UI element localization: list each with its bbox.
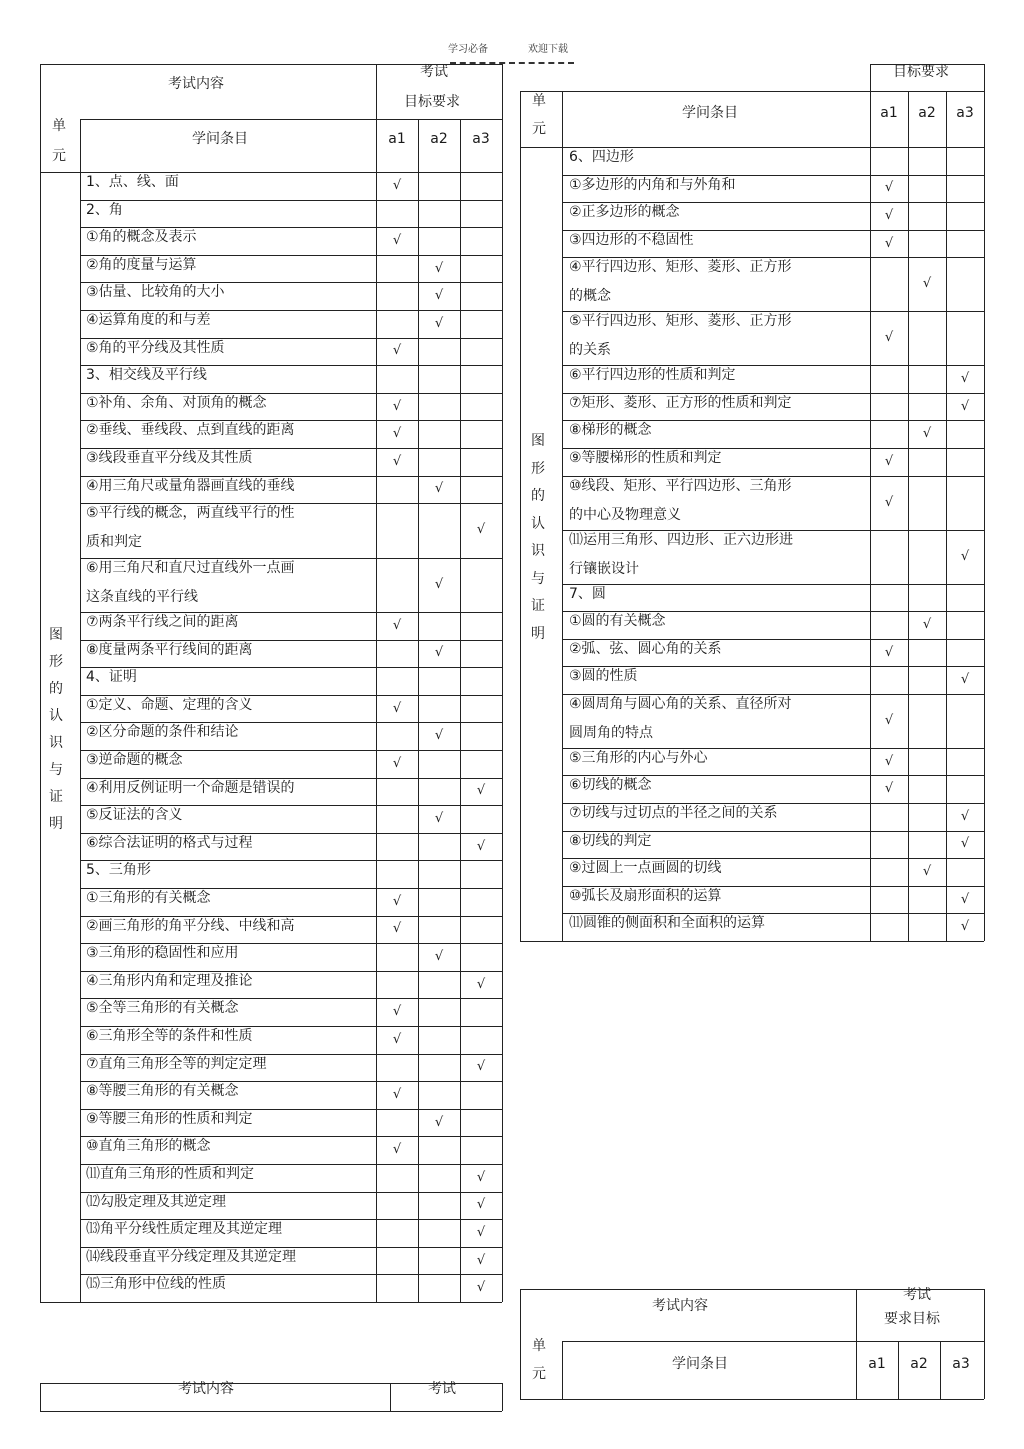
- right-row-text: ⑾圆锥的侧面积和全面积的运算: [569, 915, 765, 932]
- left-header-target-line1: 考试: [420, 64, 448, 80]
- check-mark: √: [884, 781, 894, 797]
- left-row-text: ⑥用三角尺和直尺过直线外一点画: [86, 559, 295, 576]
- bottom-right-content: 考试内容: [652, 1298, 708, 1314]
- left-header-a2: a2: [430, 131, 448, 147]
- table-vline: [984, 1289, 985, 1399]
- table-hline: [562, 420, 984, 421]
- right-row-text: ①圆的有关概念: [569, 613, 666, 630]
- check-mark: √: [884, 180, 894, 196]
- table-vline: [520, 91, 521, 941]
- left-row-text: ⒂三角形中位线的性质: [86, 1276, 226, 1293]
- check-mark: √: [434, 260, 444, 276]
- left-row-text: ⑧等腰三角形的有关概念: [86, 1083, 239, 1100]
- table-hline: [80, 722, 502, 723]
- table-hline: [80, 1247, 502, 1248]
- unit-char: 识: [49, 735, 63, 751]
- check-mark: √: [434, 645, 444, 661]
- table-hline: [562, 748, 984, 749]
- right-row-text: ④圆周角与圆心角的关系、直径所对: [569, 695, 792, 712]
- check-mark: √: [476, 1280, 486, 1296]
- check-mark: √: [476, 1224, 486, 1240]
- table-hline: [562, 311, 984, 312]
- table-hline: [80, 282, 502, 283]
- table-hline: [80, 971, 502, 972]
- table-vline: [940, 1341, 941, 1399]
- check-mark: √: [434, 315, 444, 331]
- bottom-right-unit-line2: 元: [532, 1366, 546, 1382]
- bottom-right-items: 学问条目: [672, 1356, 728, 1372]
- check-mark: √: [476, 1252, 486, 1268]
- check-mark: √: [476, 976, 486, 992]
- check-mark: √: [476, 522, 486, 538]
- table-hline: [40, 1383, 502, 1384]
- check-mark: √: [392, 233, 402, 248]
- left-row-text-cont: 这条直线的平行线: [86, 588, 198, 605]
- table-hline: [80, 750, 502, 751]
- check-mark: √: [434, 948, 444, 964]
- left-row-text: ⑩直角三角形的概念: [86, 1138, 211, 1155]
- table-hline: [562, 775, 984, 776]
- check-mark: √: [392, 893, 402, 909]
- left-header-unit-line2: 元: [52, 148, 66, 164]
- right-row-text-cont: 的概念: [569, 288, 611, 305]
- right-row-text-cont: 的关系: [569, 342, 611, 359]
- table-hline: [562, 639, 984, 640]
- table-hline: [80, 393, 502, 394]
- table-hline: [80, 1136, 502, 1137]
- left-row-text: ⑤全等三角形的有关概念: [86, 1000, 239, 1017]
- table-hline: [80, 255, 502, 256]
- right-row-text: ③四边形的不稳固性: [569, 231, 694, 248]
- table-hline: [80, 1081, 502, 1082]
- right-row-text: ②弧、弦、圆心角的关系: [569, 640, 722, 657]
- table-hline: [562, 584, 984, 585]
- left-header-target-line2: 目标要求: [404, 94, 460, 110]
- table-hline: [80, 200, 502, 201]
- left-row-text: ①三角形的有关概念: [86, 889, 211, 906]
- check-mark: √: [434, 728, 444, 744]
- table-vline: [376, 64, 377, 1302]
- table-hline: [80, 667, 502, 668]
- check-mark: √: [476, 1169, 486, 1185]
- right-row-text-cont: 圆周角的特点: [569, 724, 653, 741]
- right-row-text: ⑨等腰梯形的性质和判定: [569, 450, 722, 467]
- table-hline: [562, 858, 984, 859]
- bottom-left-target: 考试: [428, 1381, 456, 1397]
- check-mark: √: [922, 616, 932, 632]
- check-mark: √: [392, 398, 402, 414]
- unit-char: 形: [531, 460, 545, 477]
- check-mark: √: [884, 235, 894, 251]
- right-header-unit-line2: 元: [532, 121, 546, 137]
- table-hline: [80, 338, 502, 339]
- left-row-text: ⑤角的平分线及其性质: [86, 339, 225, 356]
- table-vline: [898, 1341, 899, 1399]
- right-row-text: 7、圆: [569, 585, 606, 602]
- left-header-a1: a1: [388, 131, 406, 147]
- check-mark: √: [392, 1086, 402, 1102]
- check-mark: √: [392, 426, 402, 442]
- bottom-right-a2: a2: [910, 1356, 928, 1372]
- table-hline: [40, 172, 502, 173]
- check-mark: √: [884, 644, 894, 660]
- left-row-text: ①定义、命题、定理的含义: [86, 696, 253, 713]
- right-header-a1: a1: [880, 105, 898, 121]
- check-mark: √: [392, 1031, 402, 1047]
- table-hline: [80, 695, 502, 696]
- table-hline: [40, 64, 502, 65]
- check-mark: √: [392, 921, 402, 937]
- left-row-text: ④用三角尺或量角器画直线的垂线: [86, 477, 295, 494]
- table-hline: [562, 530, 984, 531]
- table-hline: [80, 1274, 502, 1275]
- table-hline: [80, 998, 502, 999]
- table-hline: [80, 1109, 502, 1110]
- table-hline: [80, 365, 502, 366]
- table-hline: [80, 916, 502, 917]
- check-mark: √: [434, 481, 444, 497]
- table-vline: [40, 1383, 41, 1411]
- right-header-a3: a3: [956, 105, 974, 121]
- check-mark: √: [960, 398, 970, 414]
- table-hline: [562, 611, 984, 612]
- right-row-text-cont: 的中心及物理意义: [569, 506, 681, 523]
- left-row-text: ⑿勾股定理及其逆定理: [86, 1193, 226, 1210]
- check-mark: √: [392, 453, 402, 469]
- right-row-text: ①多边形的内角和与外角和: [569, 176, 736, 193]
- check-mark: √: [884, 753, 894, 769]
- unit-char: 的: [49, 681, 63, 697]
- page-header-right: 欢迎下载: [528, 44, 568, 55]
- right-row-text: ⑨过圆上一点画圆的切线: [569, 860, 722, 877]
- table-hline: [80, 119, 376, 120]
- check-mark: √: [960, 891, 970, 907]
- table-hline: [562, 393, 984, 394]
- check-mark: √: [960, 672, 970, 688]
- table-hline: [520, 91, 870, 92]
- left-row-text: 4、证明: [86, 669, 137, 686]
- table-hline: [80, 227, 502, 228]
- table-hline: [80, 640, 502, 641]
- table-hline: [870, 64, 984, 65]
- table-hline: [80, 420, 502, 421]
- table-hline: [80, 1192, 502, 1193]
- left-header-a3: a3: [472, 131, 490, 147]
- table-hline: [562, 666, 984, 667]
- check-mark: √: [960, 371, 970, 387]
- table-vline: [520, 1289, 521, 1399]
- bottom-right-unit-line1: 单: [532, 1338, 546, 1354]
- left-row-text: ④运算角度的和与差: [86, 312, 211, 328]
- table-hline: [562, 886, 984, 887]
- table-hline: [80, 503, 502, 504]
- table-hline: [562, 476, 984, 477]
- check-mark: √: [922, 864, 932, 880]
- check-mark: √: [960, 919, 970, 935]
- unit-char: 识: [531, 543, 545, 559]
- table-hline: [80, 1164, 502, 1165]
- table-vline: [460, 119, 461, 1302]
- table-hline: [80, 778, 502, 779]
- table-hline: [562, 831, 984, 832]
- right-row-text: ⑤平行四边形、矩形、菱形、正方形: [569, 313, 792, 330]
- right-row-text: ⑤三角形的内心与外心: [569, 749, 708, 766]
- table-hline: [40, 1411, 502, 1412]
- left-row-text: 1、点、线、面: [86, 174, 179, 190]
- check-mark: √: [392, 755, 402, 771]
- table-hline: [80, 860, 502, 861]
- unit-char: 形: [49, 654, 63, 670]
- table-vline: [908, 91, 909, 941]
- unit-char: 证: [531, 598, 545, 614]
- check-mark: √: [476, 783, 486, 799]
- check-mark: √: [434, 1114, 444, 1130]
- table-hline: [520, 1399, 984, 1400]
- check-mark: √: [392, 343, 402, 359]
- left-row-text: ④三角形内角和定理及推论: [86, 972, 253, 989]
- check-mark: √: [960, 808, 970, 824]
- right-row-text: ⑧切线的判定: [569, 832, 652, 849]
- unit-char: 明: [531, 625, 545, 642]
- table-vline: [390, 1383, 391, 1411]
- unit-char: 认: [531, 515, 545, 532]
- check-mark: √: [476, 838, 486, 854]
- right-row-text: ③圆的性质: [569, 668, 638, 685]
- table-hline: [80, 805, 502, 806]
- left-header-items: 学问条目: [192, 131, 248, 147]
- check-mark: √: [884, 207, 894, 223]
- left-row-text: ③三角形的稳固性和应用: [86, 945, 239, 962]
- check-mark: √: [392, 1004, 402, 1020]
- left-row-text: ⑨等腰三角形的性质和判定: [86, 1110, 253, 1127]
- left-row-text: ③逆命题的概念: [86, 751, 183, 768]
- right-row-text: 6、四边形: [569, 149, 634, 165]
- table-hline: [80, 833, 502, 834]
- table-vline: [870, 64, 871, 941]
- left-row-text: 2、角: [86, 201, 123, 218]
- left-row-text: ⑤反证法的含义: [86, 807, 183, 824]
- table-vline: [856, 1289, 857, 1399]
- table-hline: [562, 202, 984, 203]
- table-hline: [562, 1341, 856, 1342]
- left-row-text: ②画三角形的角平分线、中线和高: [86, 917, 295, 934]
- unit-char: 与: [49, 762, 63, 778]
- right-row-text: ⑥平行四边形的性质和判定: [569, 367, 736, 384]
- table-hline: [562, 913, 984, 914]
- right-row-text: ⑧梯形的概念: [569, 422, 652, 439]
- table-hline: [520, 1289, 984, 1290]
- check-mark: √: [922, 426, 932, 442]
- table-hline: [80, 943, 502, 944]
- right-row-text: ⑩线段、矩形、平行四边形、三角形: [569, 477, 792, 494]
- table-vline: [984, 64, 985, 941]
- right-row-text: ⑦矩形、菱形、正方形的性质和判定: [569, 394, 792, 411]
- left-row-text: ⑤平行线的概念，两直线平行的性: [86, 505, 295, 522]
- check-mark: √: [434, 288, 444, 304]
- check-mark: √: [434, 576, 444, 592]
- right-row-text: ⑦切线与过切点的半径之间的关系: [569, 805, 778, 822]
- table-hline: [80, 448, 502, 449]
- table-vline: [502, 64, 503, 1302]
- table-hline: [80, 612, 502, 613]
- page-header-left: 学习必备: [448, 44, 488, 55]
- table-hline: [520, 941, 984, 942]
- table-hline: [562, 448, 984, 449]
- right-row-text: ⑾运用三角形、四边形、正六边形进: [569, 531, 793, 548]
- check-mark: √: [476, 1059, 486, 1075]
- check-mark: √: [392, 617, 402, 633]
- right-row-text: ⑩弧长及扇形面积的运算: [569, 887, 722, 904]
- right-header-target: 目标要求: [893, 64, 949, 80]
- table-hline: [520, 147, 984, 148]
- right-header-unit-line1: 单: [532, 93, 546, 109]
- unit-char: 证: [49, 789, 63, 805]
- bottom-right-a3: a3: [952, 1356, 970, 1372]
- left-row-text: ⒀角平分线性质定理及其逆定理: [86, 1221, 282, 1238]
- table-vline: [502, 1383, 503, 1411]
- check-mark: √: [960, 836, 970, 852]
- unit-char: 图: [49, 627, 63, 643]
- left-row-text: 5、三角形: [86, 862, 151, 879]
- table-hline: [80, 888, 502, 889]
- left-header-unit-line1: 单: [52, 118, 66, 134]
- left-row-text: ⑦两条平行线之间的距离: [86, 613, 239, 630]
- table-hline: [376, 119, 502, 120]
- table-vline: [562, 91, 563, 941]
- table-hline: [870, 91, 984, 92]
- left-row-text: ⑥三角形全等的条件和性质: [86, 1027, 253, 1044]
- left-row-text: ⒁线段垂直平分线定理及其逆定理: [86, 1248, 296, 1265]
- bottom-left-content: 考试内容: [178, 1381, 234, 1397]
- left-row-text: ①补角、余角、对顶角的概念: [86, 394, 267, 411]
- left-row-text: 3、相交线及平行线: [86, 367, 207, 384]
- left-row-text: ④利用反例证明一个命题是错误的: [86, 779, 295, 796]
- left-row-text-cont: 质和判定: [86, 534, 142, 551]
- bottom-right-target-line1: 考试: [903, 1287, 931, 1303]
- table-hline: [562, 803, 984, 804]
- left-row-text: ⑥综合法证明的格式与过程: [86, 834, 253, 851]
- check-mark: √: [476, 1197, 486, 1213]
- right-row-text: ④平行四边形、矩形、菱形、正方形: [569, 259, 792, 276]
- unit-char: 图: [531, 433, 545, 449]
- left-row-text: ⑦直角三角形全等的判定定理: [86, 1055, 267, 1072]
- unit-char: 认: [49, 708, 63, 724]
- left-row-text: ②角的度量与运算: [86, 256, 197, 273]
- left-row-text: ①角的概念及表示: [86, 229, 197, 246]
- table-hline: [562, 365, 984, 366]
- check-mark: √: [884, 494, 894, 510]
- left-row-text: ⑧度量两条平行线间的距离: [86, 641, 253, 658]
- right-row-text-cont: 行镶嵌设计: [569, 560, 639, 577]
- unit-char: 与: [531, 570, 545, 587]
- left-row-text: ②区分命题的条件和结论: [86, 724, 239, 741]
- right-header-a2: a2: [918, 105, 936, 121]
- table-hline: [80, 558, 502, 559]
- left-row-text: ③线段垂直平分线及其性质: [86, 450, 253, 466]
- check-mark: √: [392, 700, 402, 716]
- table-vline: [40, 64, 41, 1302]
- table-hline: [562, 175, 984, 176]
- left-header-content: 考试内容: [168, 76, 224, 92]
- unit-char: 明: [49, 816, 63, 832]
- table-hline: [562, 694, 984, 695]
- right-row-text: ⑥切线的概念: [569, 777, 652, 794]
- check-mark: √: [392, 1142, 402, 1158]
- left-row-text: ⑾直角三角形的性质和判定: [86, 1165, 254, 1182]
- table-hline: [80, 476, 502, 477]
- check-mark: √: [884, 330, 894, 346]
- right-header-items: 学问条目: [682, 105, 738, 121]
- bottom-right-target-line2: 要求目标: [884, 1311, 940, 1327]
- bottom-right-a1: a1: [868, 1356, 886, 1372]
- left-row-text: ③估量、比较角的大小: [86, 284, 225, 301]
- table-hline: [40, 1302, 502, 1303]
- table-hline: [856, 1341, 984, 1342]
- check-mark: √: [922, 276, 932, 292]
- check-mark: √: [434, 810, 444, 826]
- table-vline: [562, 1341, 563, 1399]
- right-row-text: ②正多边形的概念: [569, 204, 680, 221]
- table-vline: [80, 119, 81, 1302]
- check-mark: √: [960, 548, 970, 564]
- table-vline: [946, 91, 947, 941]
- table-hline: [562, 230, 984, 231]
- left-row-text: ②垂线、垂线段、点到直线的距离: [86, 422, 295, 439]
- check-mark: √: [884, 712, 894, 728]
- unit-char: 的: [531, 488, 545, 504]
- table-hline: [80, 1054, 502, 1055]
- check-mark: √: [392, 177, 402, 193]
- table-hline: [80, 1026, 502, 1027]
- table-hline: [562, 257, 984, 258]
- table-vline: [418, 119, 419, 1302]
- check-mark: √: [884, 453, 894, 469]
- table-hline: [80, 1219, 502, 1220]
- table-hline: [80, 310, 502, 311]
